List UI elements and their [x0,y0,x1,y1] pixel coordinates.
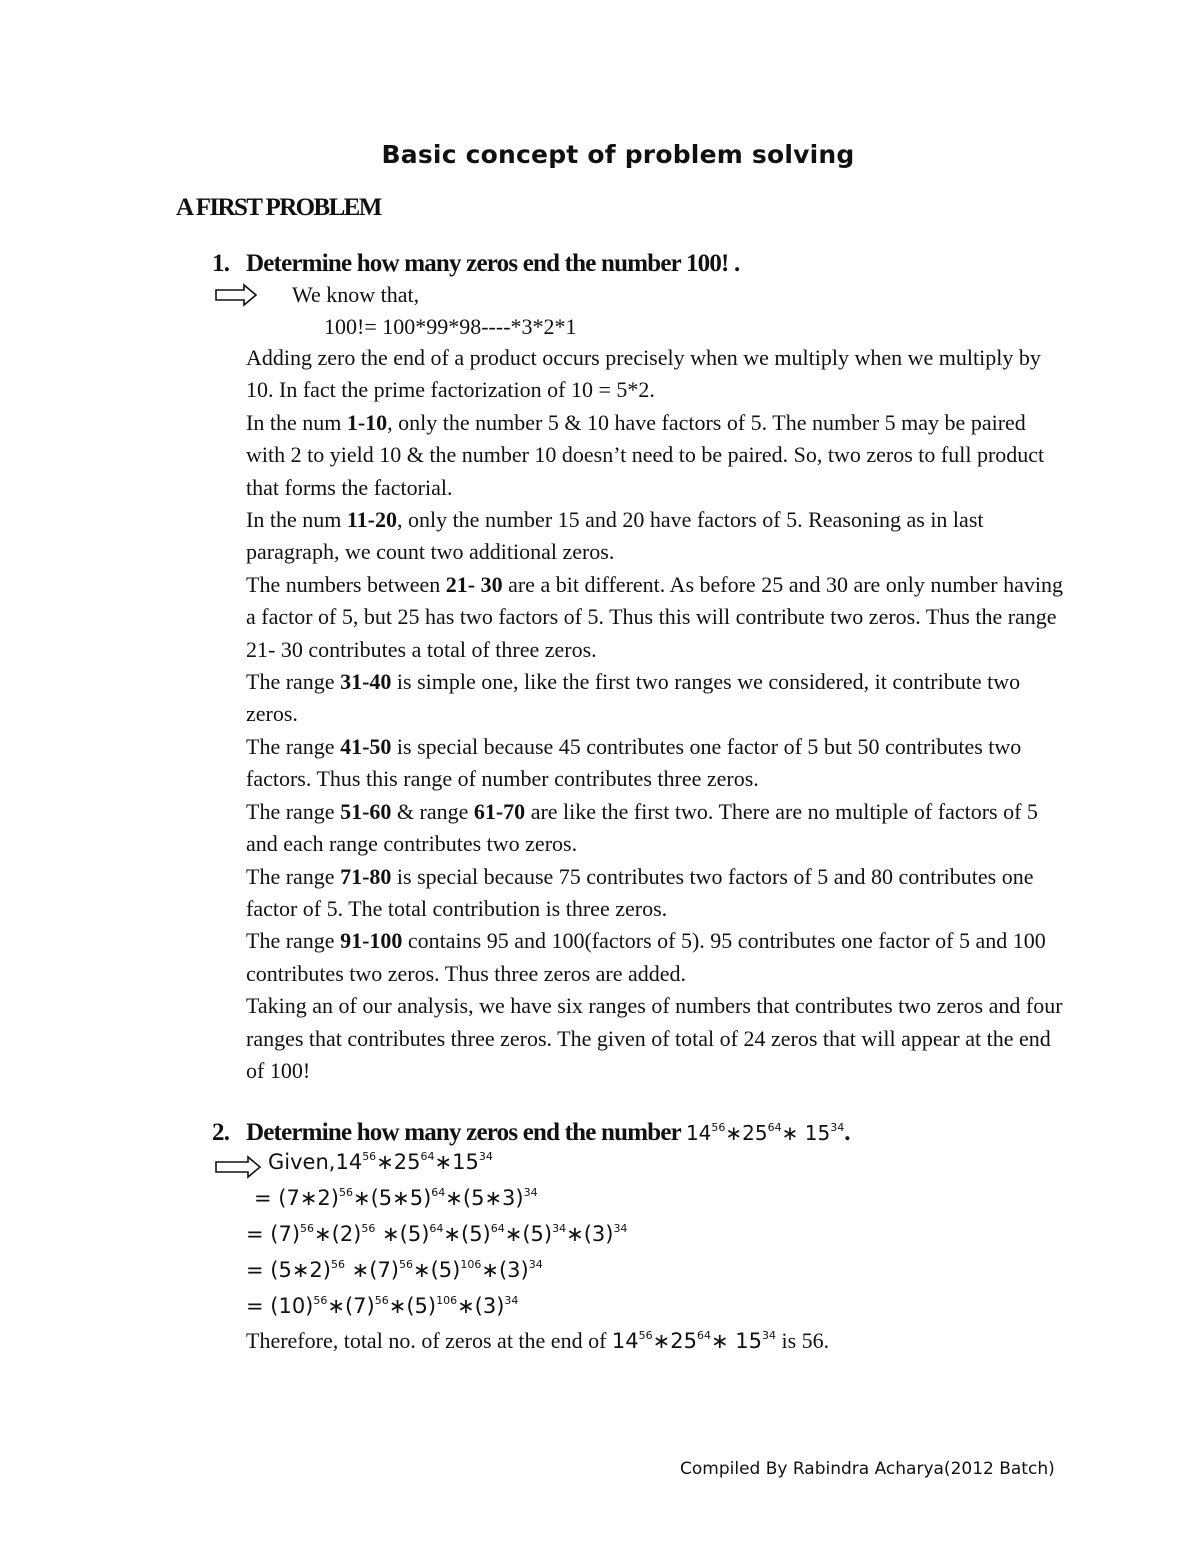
question-2-text: Determine how many zeros end the number [246,1119,686,1146]
step-3: = (5∗2)$^{56}$ $∗(7)^{56}∗(5)^{106}∗(3)^{34}$ [246,1258,543,1282]
paragraph-5: The range 31-40 is simple one, like the first two ranges we considered, it contribute two zeros. [246,669,1021,727]
page-title: Basic concept of problem solving [381,140,855,169]
right-arrow-icon [214,283,258,307]
paragraph-10: Taking an of our analysis, we have six ranges of numbers that contributes two zeros and four ranges that contributes three zeros. The given of total of 24 zeros that will appear at the end of 100! [246,993,1063,1083]
right-arrow-icon [214,1155,262,1179]
paragraph-8: The range 71-80 is special because 75 contributes two factors of 5 and 80 contributes one factor of 5. The total contribution is three zeros. [246,863,1034,921]
question-2-expression: $14^{56}∗25^{64}∗$ $15^{34}$ [685,1121,845,1145]
given-expression: $Given,14^{56}∗25^{64}∗15^{34}$ [268,1150,493,1174]
answer-1-intro: We know that, [292,282,420,307]
paragraph-1: Adding zero the end of a product occurs precisely when we multiply when we multiply by 10. In fact the prime factorization of 10 = 5*2. [246,345,1041,403]
step-1: = (7∗2)$^{56}$∗(5∗5)$^{64}$∗(5∗3)$^{34}$ [254,1186,538,1210]
paragraph-9: The range 91-100 contains 95 and 100(factors of 5). 95 contributes one factor of 5 and 100 contributes two zeros. Thus three zeros are added. [246,928,1046,986]
question-2: 2. Determine how many zeros end the number $14^{56}∗25^{64}∗$ $15^{34}$. [212,1119,850,1146]
step-2: = $(7)^{56}∗(2)^{56}$ $∗(5)^{64}∗(5)^{64}∗(5)^{34}∗(3)^{34}$ [246,1222,628,1246]
question-1-text: Determine how many zeros end the number 100! . [246,250,740,277]
paragraph-7: The range 51-60 & range 61-70 are like the first two. There are no multiple of factors of 5 and each range contributes two zeros. [246,798,1038,857]
conclusion: Therefore, total no. of zeros at the end of $14^{56}∗25^{64}∗$ $15^{34}$ is 56. [246,1328,830,1353]
answer-1-body [246,342,1066,1087]
question-1-number: 1. [212,250,230,277]
step-4: = $(10)^{56}∗(7)^{56}∗(5)^{106}∗(3)^{34}$ [246,1294,519,1318]
question-2-number: 2. [212,1119,230,1146]
question-1 [212,250,739,278]
paragraph-4: The numbers between 21- 30 are a bit different. As before 25 and 30 are only number having a factor of 5, but 25 has two factors of 5. Thus this will contribute two zeros. Thus the range 21- 30 contributes a total of three zeros. [246,571,1064,662]
paragraph-6: The range 41-50 is special because 45 contributes one factor of 5 but 50 contributes two factors. Thus this range of number contributes three zeros. [246,733,1022,792]
section-heading: A FIRST PROBLEM [176,194,381,221]
footer-credit: Compiled By Rabindra Acharya(2012 Batch) [680,1459,1055,1479]
paragraph-3: In the num 11-20, only the number 15 and 20 have factors of 5. Reasoning as in last paragraph, we count two additional zeros. [246,507,984,565]
answer-1-equation: 100!= 100*99*98----*3*2*1 [324,314,577,339]
paragraph-2: In the num 1-10, only the number 5 & 10 have factors of 5. The number 5 may be paired with 2 to yield 10 & the number 10 doesn’t need to be paired. So, two zeros to full product that forms the factorial. [246,409,1045,500]
